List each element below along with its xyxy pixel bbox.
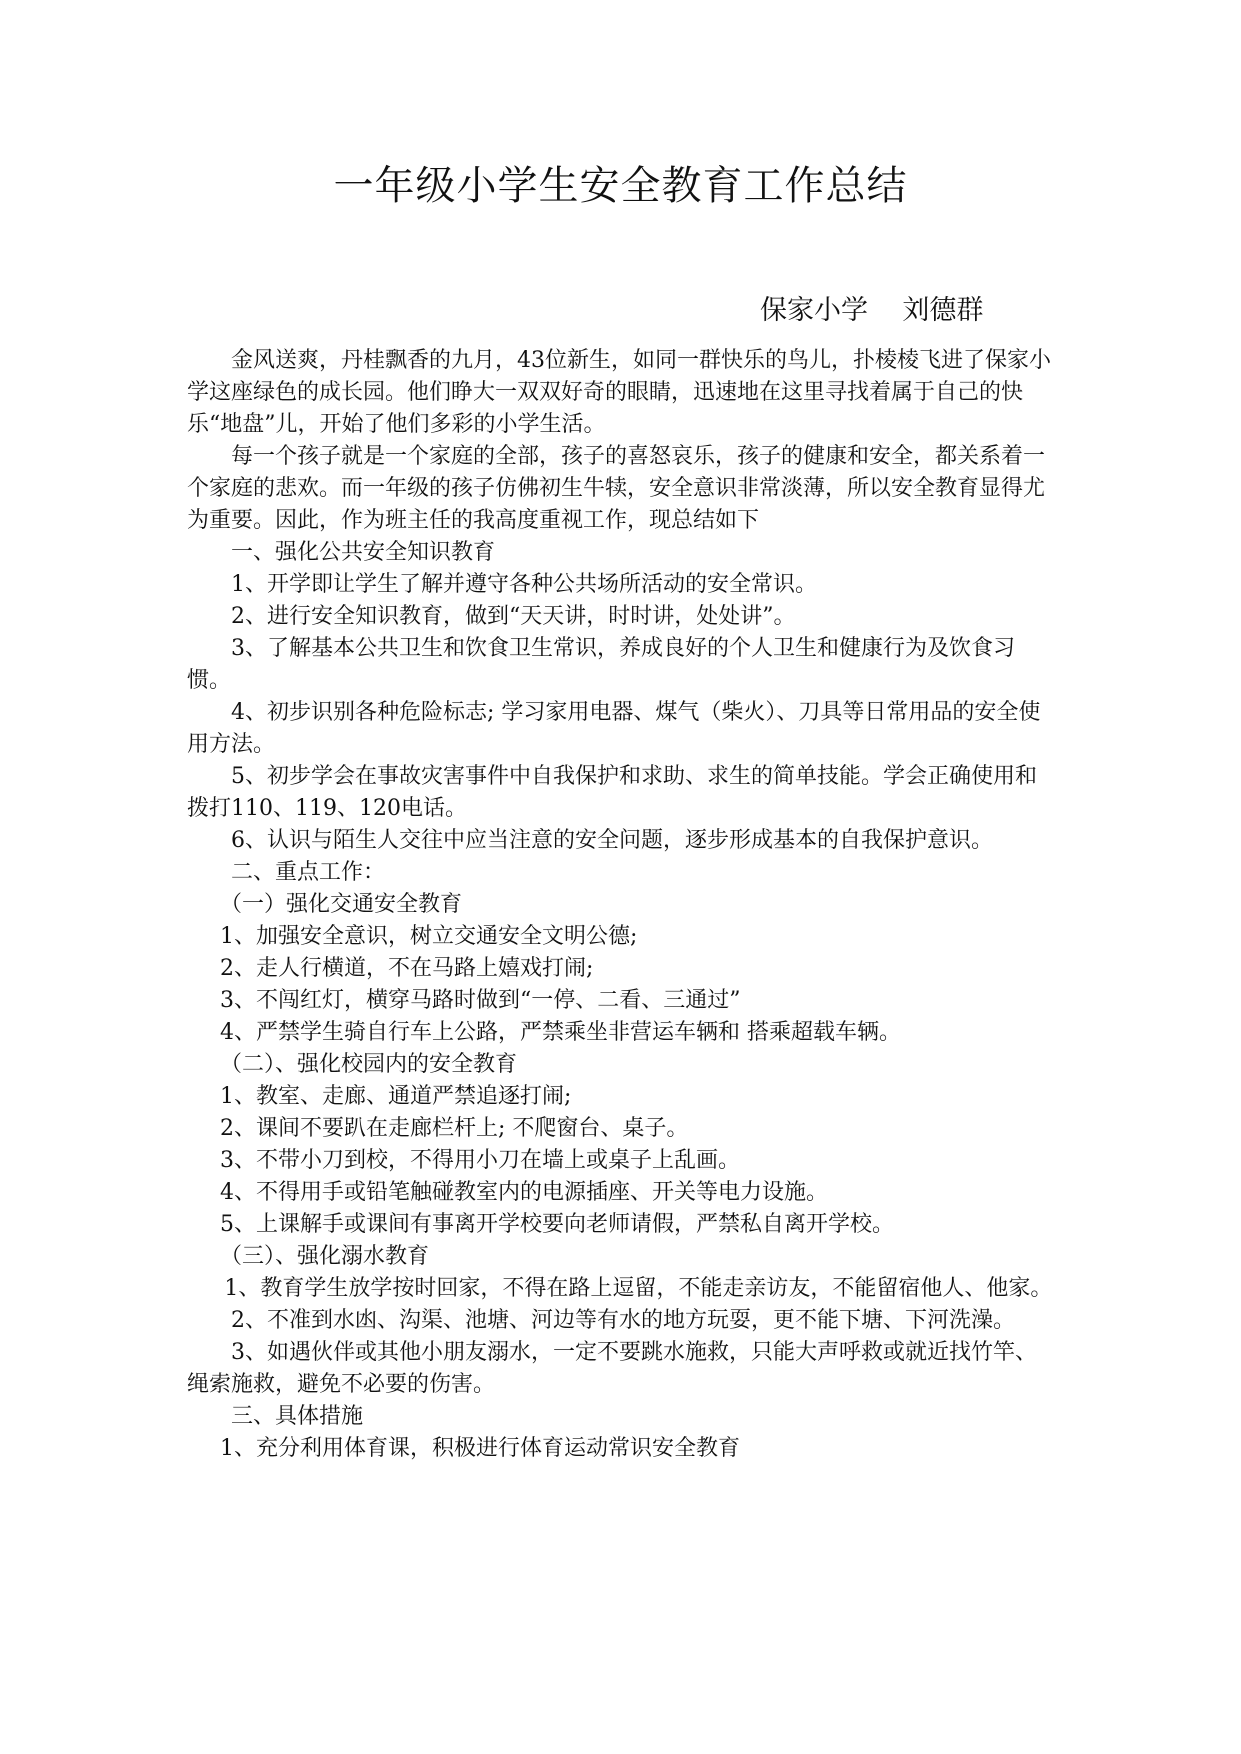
body-paragraph: 3、了解基本公共卫生和饮食卫生常识，养成良好的个人卫生和健康行为及饮食习惯。: [187, 636, 1015, 693]
body-paragraph: 1、加强安全意识，树立交通安全文明公德;: [220, 924, 638, 949]
body-paragraph: （三）、强化溺水教育: [220, 1244, 430, 1269]
body-paragraph: （一）强化交通安全教育: [220, 892, 463, 917]
body-paragraph: 1、教育学生放学按时回家，不得在路上逗留，不能走亲访友，不能留宿他人、他家。: [224, 1276, 1053, 1301]
body-paragraph: 2、课间不要趴在走廊栏杆上; 不爬窗台、桌子。: [220, 1116, 689, 1141]
body-paragraph: （二）、强化校园内的安全教育: [220, 1052, 518, 1077]
body-paragraph: 6、认识与陌生人交往中应当注意的安全问题，逐步形成基本的自我保护意识。: [231, 828, 993, 853]
body-paragraph: 一、强化公共安全知识教育: [231, 540, 496, 565]
body-paragraph: 3、不闯红灯，横穿马路时做到“一停、二看、三通过”: [220, 988, 741, 1013]
body-paragraph: 4、严禁学生骑自行车上公路，严禁乘坐非营运车辆和 搭乘超载车辆。: [220, 1020, 901, 1045]
body-paragraph: 5、上课解手或课间有事离开学校要向老师请假，严禁私自离开学校。: [220, 1212, 894, 1237]
body-paragraph: 2、进行安全知识教育，做到“天天讲，时时讲，处处讲”。: [231, 604, 796, 629]
body-paragraph: 三、具体措施: [231, 1404, 364, 1429]
body-paragraph: 1、充分利用体育课，积极进行体育运动常识安全教育: [220, 1436, 740, 1461]
body-paragraph: 2、不准到水凼、沟渠、池塘、河边等有水的地方玩耍，更不能下塘、下河洗澡。: [231, 1308, 1015, 1333]
body-paragraph: 3、不带小刀到校，不得用小刀在墙上或桌子上乱画。: [220, 1148, 740, 1173]
body-paragraph: 1、教室、走廊、通道严禁追逐打闹;: [220, 1084, 572, 1109]
body-paragraph: 每一个孩子就是一个家庭的全部，孩子的喜怒哀乐，孩子的健康和安全，都关系着一个家庭的悲欢。而一年级的孩子仿佛初生牛犊，安全意识非常淡薄，所以安全教育显得尤为重要。因此，作为班主任的我高度重视工作，现总结如下: [187, 444, 1046, 533]
author-line: 保家小学 刘德群: [760, 295, 984, 326]
body-paragraph: 3、如遇伙伴或其他小朋友溺水，一定不要跳水施救，只能大声呼救或就近找竹竿、绳索施救，避免不必要的伤害。: [187, 1340, 1037, 1397]
document-body: [187, 345, 1057, 1465]
body-paragraph: 金风送爽，丹桂飘香的九月，43位新生，如同一群快乐的鸟儿，扑棱棱飞进了保家小学这座绿色的成长园。他们睁大一双双好奇的眼睛，迅速地在这里寻找着属于自己的快乐“地盘”儿，开始了他们多彩的小学生活。: [187, 348, 1051, 437]
body-paragraph: 4、初步识别各种危险标志; 学习家用电器、煤气（柴火）、刀具等日常用品的安全使用方法。: [187, 700, 1041, 757]
body-paragraph: 二、重点工作：: [231, 860, 386, 885]
body-paragraph: 1、开学即让学生了解并遵守各种公共场所活动的安全常识。: [231, 572, 817, 597]
document-title: 一年级小学生安全教育工作总结: [333, 163, 908, 209]
body-paragraph: 2、走人行横道，不在马路上嬉戏打闹;: [220, 956, 594, 981]
body-paragraph: 4、不得用手或铅笔触碰教室内的电源插座、开关等电力设施。: [220, 1180, 828, 1205]
body-paragraph: 5、初步学会在事故灾害事件中自我保护和求助、求生的简单技能。学会正确使用和拨打110、119、120电话。: [187, 764, 1037, 821]
